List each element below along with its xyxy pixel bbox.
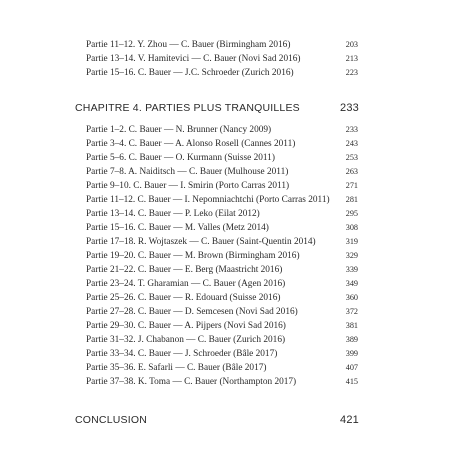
entry-title: Partie 11–12. C. Bauer — I. Nepomniachtchi (Porto Carras 2011) (86, 195, 330, 205)
chapter-title: CHAPITRE 4. PARTIES PLUS TRANQUILLES (75, 102, 300, 114)
entry-page: 281 (345, 195, 358, 204)
entry-page: 213 (345, 54, 358, 63)
toc-entry (86, 236, 358, 248)
entry-page: 243 (345, 139, 358, 148)
toc-entry (86, 67, 358, 79)
toc-entry (86, 362, 358, 374)
toc-entry (86, 264, 358, 276)
entry-title: Partie 19–20. C. Bauer — M. Brown (Birmingham 2016) (86, 251, 300, 261)
toc-entry (86, 348, 358, 360)
entry-page: 415 (345, 377, 358, 386)
entry-title: Partie 21–22. C. Bauer — E. Berg (Maastricht 2016) (86, 265, 283, 275)
entry-page: 295 (345, 209, 358, 218)
toc-entry (86, 278, 358, 290)
entry-title: Partie 33–34. C. Bauer — J. Schroeder (Bâle 2017) (86, 349, 278, 359)
entry-title: Partie 11–12. Y. Zhou — C. Bauer (Birmingham 2016) (86, 40, 291, 50)
entry-page: 372 (345, 307, 358, 316)
conclusion-page: 421 (340, 414, 359, 426)
entry-title: Partie 27–28. C. Bauer — D. Semcesen (Novi Sad 2016) (86, 307, 298, 317)
toc-entry (86, 194, 358, 206)
entry-page: 271 (345, 181, 358, 190)
toc-entry (86, 152, 358, 164)
entry-title: Partie 13–14. C. Bauer — P. Leko (Eilat 2012) (86, 209, 260, 219)
toc-entry (86, 334, 358, 346)
entry-title: Partie 25–26. C. Bauer — R. Edouard (Suisse 2016) (86, 293, 281, 303)
entry-page: 319 (345, 237, 358, 246)
toc-entry (86, 292, 358, 304)
entry-page: 381 (345, 321, 358, 330)
entry-title: Partie 7–8. A. Naiditsch — C. Bauer (Mulhouse 2011) (86, 167, 289, 177)
entry-page: 233 (345, 125, 358, 134)
entry-page: 223 (345, 68, 358, 77)
entry-title: Partie 29–30. C. Bauer — A. Pijpers (Novi Sad 2016) (86, 321, 286, 331)
entry-page: 253 (345, 153, 358, 162)
entry-page: 349 (345, 279, 358, 288)
toc-entry (86, 124, 358, 136)
entry-title: Partie 23–24. T. Gharamian — C. Bauer (Agen 2016) (86, 279, 286, 289)
toc-entry (86, 208, 358, 220)
toc-entry (86, 222, 358, 234)
entry-title: Partie 1–2. C. Bauer — N. Brunner (Nancy 2009) (86, 125, 272, 135)
entry-page: 407 (345, 363, 358, 372)
entry-page: 339 (345, 265, 358, 274)
toc-entry (86, 53, 358, 65)
chapter-heading (75, 101, 359, 115)
entry-title: Partie 37–38. K. Toma — C. Bauer (Northampton 2017) (86, 377, 297, 387)
toc-entry (86, 376, 358, 388)
entry-title: Partie 3–4. C. Bauer — A. Alonso Rosell (Cannes 2011) (86, 139, 296, 149)
entry-title: Partie 17–18. R. Wojtaszek — C. Bauer (Saint-Quentin 2014) (86, 237, 316, 247)
entry-page: 399 (345, 349, 358, 358)
entry-page: 203 (345, 40, 358, 49)
entry-page: 329 (345, 251, 358, 260)
entry-title: Partie 15–16. C. Bauer — M. Valles (Metz 2014) (86, 223, 269, 233)
chapter-page: 233 (340, 102, 359, 114)
entry-title: Partie 9–10. C. Bauer — I. Smirin (Porto Carras 2011) (86, 181, 290, 191)
toc-entry (86, 320, 358, 332)
entry-title: Partie 35–36. E. Safarli — C. Bauer (Bâle 2017) (86, 363, 267, 373)
toc-entry (86, 306, 358, 318)
entry-page: 263 (345, 167, 358, 176)
toc-entry (86, 250, 358, 262)
toc-entry (86, 180, 358, 192)
toc-entry (86, 166, 358, 178)
entry-title: Partie 31–32. J. Chabanon — C. Bauer (Zurich 2016) (86, 335, 286, 345)
entry-title: Partie 5–6. C. Bauer — O. Kurmann (Suisse 2011) (86, 153, 275, 163)
entry-title: Partie 15–16. C. Bauer — J.C. Schroeder (Zurich 2016) (86, 68, 294, 78)
conclusion-title: CONCLUSION (75, 414, 148, 426)
toc-entry (86, 138, 358, 150)
toc-entry (86, 39, 358, 51)
entry-page: 308 (345, 223, 358, 232)
entry-title: Partie 13–14. V. Hamitevici — C. Bauer (Novi Sad 2016) (86, 54, 301, 64)
entry-page: 389 (345, 335, 358, 344)
entry-page: 360 (345, 293, 358, 302)
conclusion-heading (75, 413, 359, 427)
